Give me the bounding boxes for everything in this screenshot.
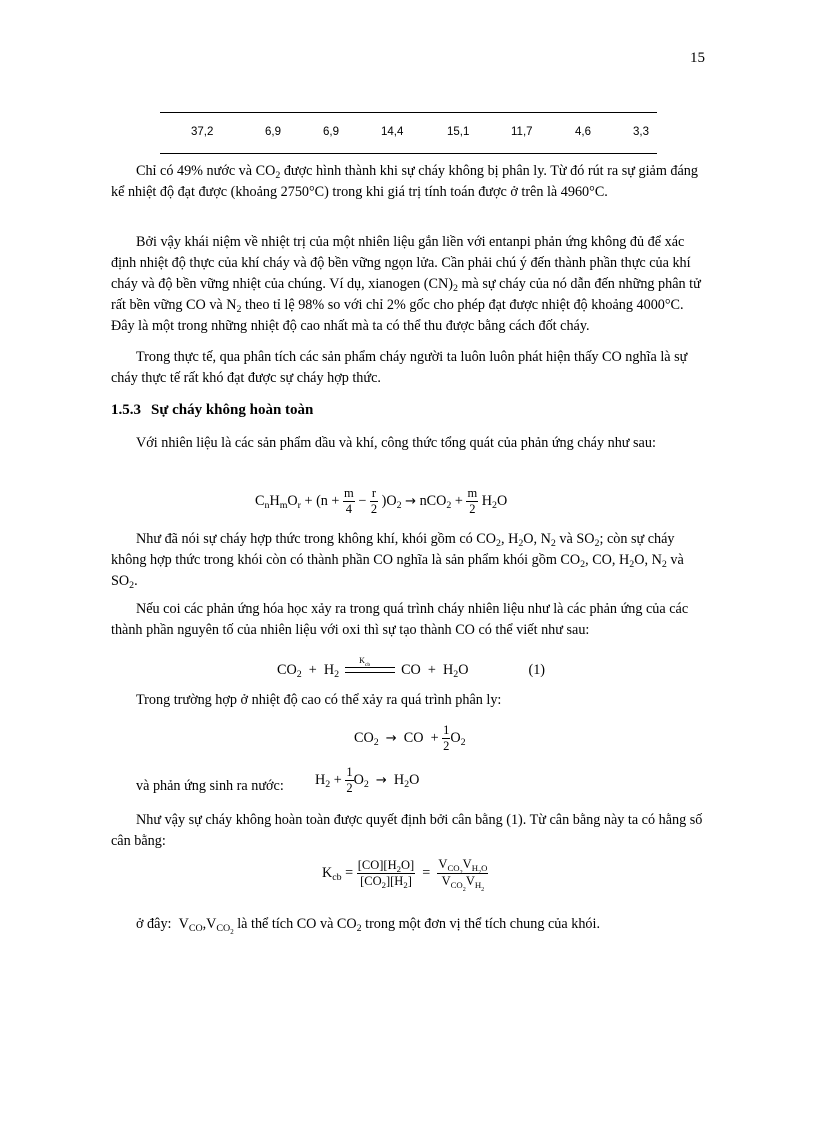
general-combustion-equation: $C_nH_mO_r + (n$ + $\frac{m}{4}$ − $\frac{r}{2}$ )$O_2 \to nCO_2$ + $\frac{m}{2}$ $H_2O$ bbox=[255, 486, 508, 516]
paragraph-9: Như vậy sự cháy không hoàn toàn được quyết định bởi cân bằng (1). Từ cân bằng này ta có hằng số cân bằng: bbox=[111, 812, 703, 849]
table-cell: 14,4 bbox=[381, 126, 404, 138]
page-number: 15 bbox=[690, 50, 705, 66]
paragraph-7: Trong trường hợp ở nhiệt độ cao có thể xảy ra quá trình phân ly: bbox=[136, 692, 502, 708]
table-bottom-rule bbox=[160, 153, 657, 154]
paragraph-1: Chỉ có 49% nước và $CO_2$ được hình thành khi sự cháy không bị phân ly. Từ đó rút ra sự giảm đáng kể nhiệt độ đạt được (khoảng 2750°C) trong khi giá trị tính toán được ở trên là 4960°C. bbox=[111, 163, 698, 200]
paragraph-5: Như đã nói sự cháy hợp thức trong không khí, khói gồm có $CO_2$, $H_2O$, $N_2$ và $SO_2$; còn sự cháy không hợp thức trong khói còn có thành phần CO nghĩa là sản phẩm khói gồm $CO_2$, CO, $H_2O$, $N_2$ và $SO_2$. bbox=[111, 531, 684, 591]
equilibrium-constant-equation: $K_{cb}$ = $\frac{[CO][H_2O]}{[CO_2][H_2]}$ = $\frac{V_{CO_2}V_{H_2O}}{V_{CO_2}V_{H_2}}$ bbox=[322, 857, 488, 893]
equation-number: (1) bbox=[528, 662, 546, 678]
water-formation-equation: $H_2$ + $\frac{1}{2}$ $O_2 \to H_2O$ bbox=[315, 765, 420, 795]
paragraph-2: Bởi vậy khái niệm về nhiệt trị của một nhiên liệu gắn liền với entanpi phản ứng không đủ để xác định nhiệt độ thực của khí cháy và độ bền vững ngọn lửa. Cần phải chú ý đến thành phần thực của khí cháy và độ bền vững nhiệt của chúng. Ví dụ, xianogen $(CN)_2$ mà sự cháy của nó dẫn đến những phân tử rất bền vững CO và $N_2$ theo tỉ lệ 98% so với chỉ 2% gốc cho phép đạt được nhiệt độ khoảng 4000°C. Đây là một trong những nhiệt độ cao nhất mà ta có thể thu được bằng cách đốt cháy. bbox=[111, 234, 701, 334]
paragraph-4: Với nhiên liệu là các sản phẩm dầu và khí, công thức tổng quát của phản ứng cháy như sau: bbox=[136, 435, 656, 451]
table-cell: 6,9 bbox=[323, 126, 339, 138]
table-cell: 37,2 bbox=[191, 126, 214, 138]
table-cell: 3,3 bbox=[633, 126, 649, 138]
table-cell: 15,1 bbox=[447, 126, 470, 138]
equilibrium-equation-1: $CO_2 + H_2$ $K_{cb}$ CO + $H_2O$ (1) bbox=[277, 655, 546, 680]
table-cell: 11,7 bbox=[511, 126, 533, 138]
paragraph-8: và phản ứng sinh ra nước: bbox=[136, 778, 284, 794]
table-top-rule bbox=[160, 112, 657, 113]
section-heading: 1.5.3 Sự cháy không hoàn toàn bbox=[111, 402, 314, 418]
paragraph-3: Trong thực tế, qua phân tích các sản phẩm cháy người ta luôn luôn phát hiện thấy CO nghĩa là sự cháy thực tế rất khó đạt được sự cháy hợp thức. bbox=[111, 349, 688, 386]
dissociation-equation: $CO_2$ → CO + $\frac{1}{2}$ $O_2$ bbox=[354, 723, 466, 753]
paragraph-6: Nếu coi các phản ứng hóa học xảy ra trong quá trình cháy nhiên liệu như là các phản ứng của các thành phần nguyên tố của nhiên liệu với oxi thì sự tạo thành CO có thể viết như sau: bbox=[111, 601, 689, 638]
equilibrium-arrow-icon: $K_{cb}$ bbox=[345, 663, 395, 679]
paragraph-10: ở đây: $V_{CO},V_{CO_2}$ là thể tích CO và $CO_2$ trong một đơn vị thể tích chung của khói. bbox=[136, 916, 600, 936]
table-cell: 4,6 bbox=[575, 126, 591, 138]
table-cell: 6,9 bbox=[265, 126, 281, 138]
